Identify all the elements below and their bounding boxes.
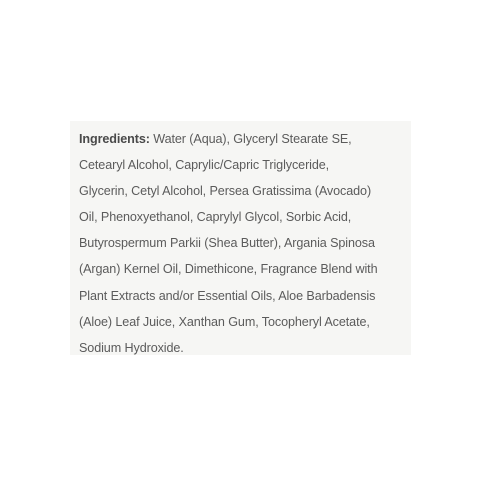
ingredients-line-text: Water (Aqua), Glyceryl Stearate SE, bbox=[153, 132, 352, 146]
ingredients-line bbox=[79, 126, 403, 152]
ingredients-line: Cetearyl Alcohol, Caprylic/Capric Triglyceride, bbox=[79, 158, 330, 173]
ingredients-line: Sodium Hydroxide. bbox=[79, 340, 184, 355]
ingredients-line: (Aloe) Leaf Juice, Xanthan Gum, Tocopheryl Acetate, bbox=[79, 314, 370, 329]
ingredients-line: Butyrospermum Parkii (Shea Butter), Argania Spinosa bbox=[79, 236, 375, 251]
ingredients-label: Ingredients: bbox=[79, 132, 150, 146]
ingredients-panel bbox=[70, 121, 411, 355]
ingredients-line: Plant Extracts and/or Essential Oils, Aloe Barbadensis bbox=[79, 288, 376, 303]
ingredients-line: Glycerin, Cetyl Alcohol, Persea Gratissima (Avocado) bbox=[79, 184, 372, 199]
ingredients-line: (Argan) Kernel Oil, Dimethicone, Fragrance Blend with bbox=[79, 262, 378, 277]
ingredients-line: Oil, Phenoxyethanol, Caprylyl Glycol, Sorbic Acid, bbox=[79, 210, 352, 225]
ingredients-text bbox=[79, 126, 403, 361]
